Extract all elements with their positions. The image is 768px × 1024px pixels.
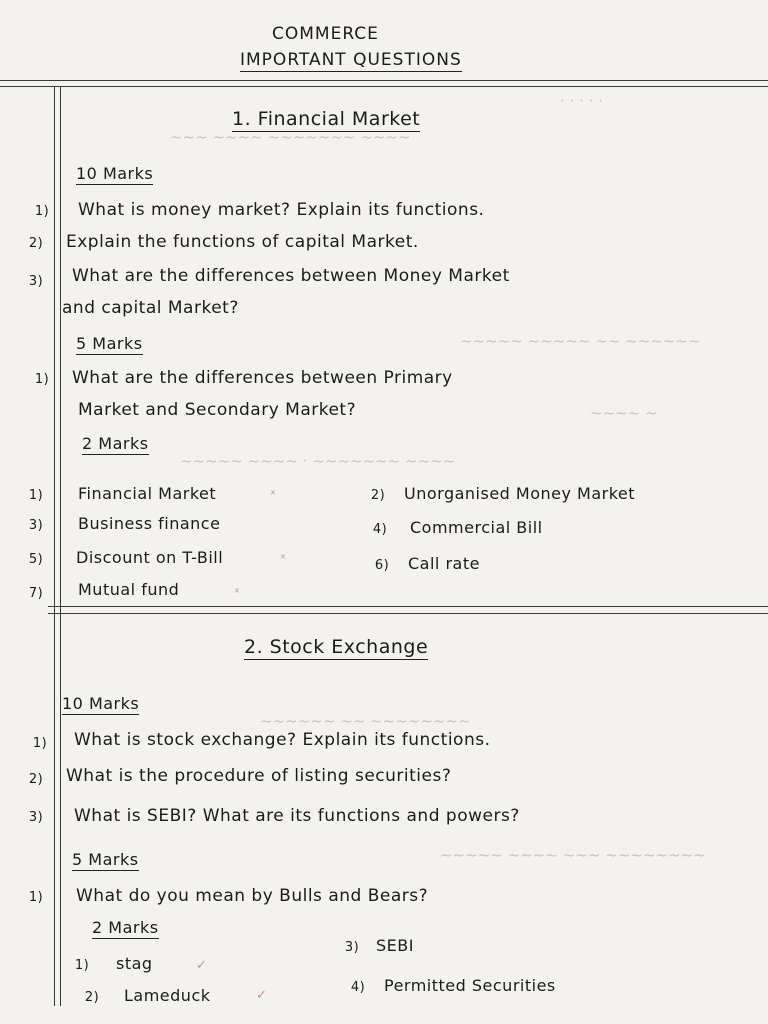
bleed-through-text: ~~~~~ ~~~~ · ~~~~~~~ ~~~~ xyxy=(180,452,456,470)
short-question: stag xyxy=(116,954,153,973)
question-text: What is SEBI? What are its functions and powers? xyxy=(74,806,520,826)
question-text: What is stock exchange? Explain its functions. xyxy=(74,730,491,750)
bleed-through-text: ~~~~~~ ~~ ~~~~~~~~ xyxy=(260,712,471,730)
short-question: Financial Market xyxy=(78,484,217,503)
bleed-through-text: ~~~~ ~ xyxy=(590,404,658,422)
section1-2-marks-heading: 2 Marks xyxy=(82,434,149,453)
section2-2-marks-heading: 2 Marks xyxy=(92,918,159,937)
question-number: 3) xyxy=(28,810,44,825)
short-question: Commercial Bill xyxy=(410,518,543,537)
item-number: 4) xyxy=(372,522,388,537)
short-question: Permitted Securities xyxy=(384,976,556,995)
question-number: 1) xyxy=(34,204,50,219)
tick-mark-icon: ˣ xyxy=(234,586,240,601)
item-number: 4) xyxy=(350,980,366,995)
page-title-line1: COMMERCE xyxy=(272,24,379,44)
question-text: What is money market? Explain its functions. xyxy=(78,200,485,220)
item-number: 6) xyxy=(374,558,390,573)
header-rule-bottom xyxy=(0,86,768,87)
short-question: Business finance xyxy=(78,514,221,533)
short-question: Mutual fund xyxy=(78,580,180,599)
short-question: Call rate xyxy=(408,554,480,573)
question-number: 2) xyxy=(28,236,44,251)
question-text-continued: Market and Secondary Market? xyxy=(78,400,357,420)
short-question: Discount on T-Bill xyxy=(76,548,224,567)
page-title-line2: IMPORTANT QUESTIONS xyxy=(240,50,462,70)
section2-5-marks-heading: 5 Marks xyxy=(72,850,139,869)
item-number: 3) xyxy=(344,940,360,955)
bleed-through-text: ~~~~~ ~~~~ ~~~ ~~~~~~~~ xyxy=(440,846,706,864)
tick-mark-icon: ˣ xyxy=(280,552,286,567)
item-number: 7) xyxy=(28,586,44,601)
question-number: 1) xyxy=(34,372,50,387)
section-divider-top xyxy=(48,606,768,607)
section1-10-marks-heading: 10 Marks xyxy=(76,164,154,183)
section1-5-marks-heading: 5 Marks xyxy=(76,334,143,353)
margin-line-outer xyxy=(54,86,55,1006)
bleed-through-text: ~~~ ~~~~ ~~~~~~~ ~~~~ xyxy=(170,128,411,146)
item-number: 3) xyxy=(28,518,44,533)
header-rule-top xyxy=(0,80,768,81)
question-number: 3) xyxy=(28,274,44,289)
question-number: 1) xyxy=(28,890,44,905)
short-question: Lameduck xyxy=(124,986,211,1005)
question-text: Explain the functions of capital Market. xyxy=(66,232,419,252)
section1-title: 1. Financial Market xyxy=(232,108,421,130)
question-text: What do you mean by Bulls and Bears? xyxy=(76,886,429,906)
question-number: 1) xyxy=(32,736,48,751)
bleed-through-text: · · · · · xyxy=(560,92,603,110)
tick-mark-icon: ˣ xyxy=(270,488,276,503)
question-number: 2) xyxy=(28,772,44,787)
item-number: 5) xyxy=(28,552,44,567)
section-divider-bottom xyxy=(48,613,768,614)
bleed-through-text: ~~~~~ ~~~~~ ~~ ~~~~~~ xyxy=(460,332,701,350)
question-text: What are the differences between Money Market xyxy=(72,266,510,286)
question-text: What is the procedure of listing securities? xyxy=(66,766,452,786)
question-text: What are the differences between Primary xyxy=(72,368,453,388)
tick-mark-icon: ✓ xyxy=(256,988,267,1003)
short-question: SEBI xyxy=(376,936,414,955)
tick-mark-icon: ✓ xyxy=(196,958,207,973)
item-number: 2) xyxy=(370,488,386,503)
short-question: Unorganised Money Market xyxy=(404,484,636,503)
item-number: 2) xyxy=(84,990,100,1005)
section2-title: 2. Stock Exchange xyxy=(244,636,429,658)
question-text-continued: and capital Market? xyxy=(62,298,239,318)
item-number: 1) xyxy=(28,488,44,503)
section2-10-marks-heading: 10 Marks xyxy=(62,694,140,713)
margin-line-inner xyxy=(60,86,61,1006)
item-number: 1) xyxy=(74,958,90,973)
